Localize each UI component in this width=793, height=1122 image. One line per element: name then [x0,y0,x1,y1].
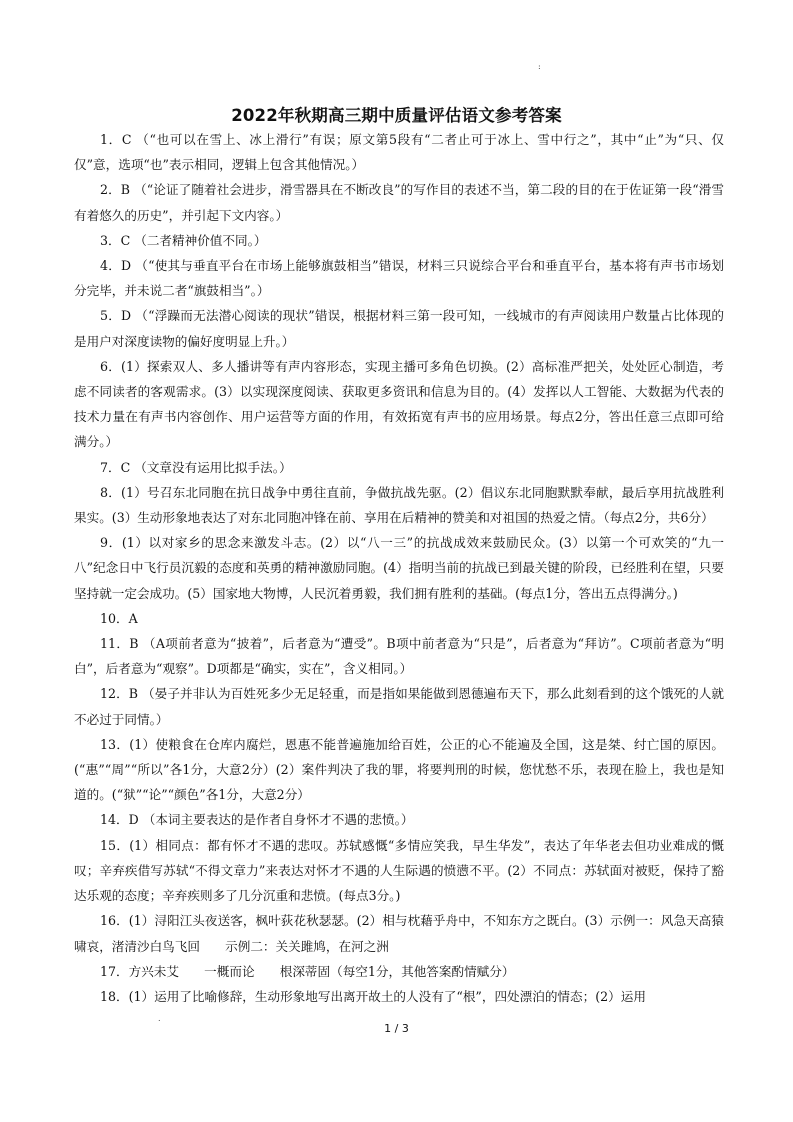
page-number: 1 / 3 [384,1022,409,1035]
answer-4: 4．D （“使其与垂直平台在市场上能够旗鼓相当”错误，材料三只说综合平台和垂直平台，基本将有声书市场划分完毕，并未说二者“旗鼓相当”。） [74,258,724,299]
answer-18: 18．(1）运用了比喻修辞，生动形象地写出离开故土的人没有了“根”，四处漂泊的情态；(2）运用 [100,988,646,1004]
answer-10: 10．A [100,610,138,626]
answer-5: 5．D （“浮躁而无法潜心阅读的现状”错误，根据材料三第一段可知，一线城市的有声阅读用户数量占比体现的是用户对深度读物的偏好度明显上升。） [74,308,724,349]
page-title: 2022年秋期高三期中质量评估语文参考答案 [231,106,562,125]
answer-2: 2．B （“论证了随着社会进步，滑雪器具在不断改良”的写作目的表述不当，第二段的目的在于佐证第一段“滑雪有着悠久的历史”，并引起下文内容。） [74,182,724,223]
answer-15: 15．(1）相同点：都有怀才不遇的悲叹。苏轼感慨“多情应笑我，早生华发”，表达了年华老去但功业难成的慨叹；辛弃疾借写苏轼“不得文章力”来表达对怀才不遇的人生际遇的愤懑不平。(2）不同点：苏轼面对被贬，保持了豁达乐观的态度；辛弃疾则多了几分沉重和悲愤。(每点3分。) [74,837,724,904]
answer-11: 11．B （A项前者意为“披着”，后者意为“遭受”。B项中前者意为“只是”，后者意为“拜访”。C项前者意为“明白”，后者意为“观察”。D项都是“确实，实在”，含义相同。） [74,636,724,677]
answer-13: 13．(1）使粮食在仓库内腐烂，恩惠不能普遍施加给百姓，公正的心不能遍及全国，这是桀、纣亡国的原因。(“惠”“周”“所以”各1分，大意2分）(2）案件判决了我的罪，将要判刑的时候，您忧愁不乐，表现在脸上，我也是知道的。(“狱”“论”“颜色”各1分，大意2分） [74,736,724,803]
answer-1: 1．C （“也可以在雪上、冰上滑行”有误；原文第5段有“二者止可于冰上、雪中行之”，其中“止”为“只、仅仅”意，选项“也”表示相同，逻辑上包含其他情况。） [74,132,724,173]
answer-12: 12．B （晏子并非认为百姓死多少无足轻重，而是指如果能做到恩德遍布天下，那么此刻看到的这个饿死的人就不必过于同情。） [74,686,724,727]
answer-9: 9．(1）以对家乡的思念来激发斗志。(2）以“八一三”的抗战成效来鼓励民众。(3）以第一个可欢笑的“九一八”纪念日中飞行员沉毅的态度和英勇的精神激励同胞。(4）指明当前的抗战已到最关键的阶段，已经胜利在望，只要坚持就一定会成功。(5）国家地大物博，人民沉着勇毅，我们拥有胜利的基础。(每点1分，答出五点得满分。) [74,535,724,601]
top-mark: : [538,62,541,71]
answer-7: 7．C （文章没有运用比拟手法。） [100,459,292,475]
answer-16: 16．(1）浔阳江头夜送客，枫叶荻花秋瑟瑟。(2）相与枕藉乎舟中，不知东方之既白。(3）示例一：风急天高猿啸哀，渚清沙白鸟飞回 示例二：关关雎鸠，在河之洲 [74,913,724,954]
answer-8: 8．(1）号召东北同胞在抗日战争中勇往直前，争做抗战先驱。(2）倡议东北同胞默默奉献，最后享用抗战胜利果实。(3）生动形象地表达了对东北同胞冲锋在前、享用在后精神的赞美和对祖国的热爱之情。（每点2分，共6分） [74,484,724,526]
bottom-mark: . [158,1014,161,1023]
answer-6: 6．(1）探索双人、多人播讲等有声内容形态，实现主播可多角色切换。(2）高标准严把关，处处匠心制造，考虑不同读者的客观需求。(3）以实现深度阅读、获取更多资讯和信息为目的。(4）发挥以人工智能、大数据为代表的技术力量在有声书内容创作、用户运营等方面的作用，有效拓宽有声书的应用场景。每点2分，答出任意三点即可给满分。） [74,358,724,450]
answer-3: 3．C （二者精神价值不同。） [100,232,267,248]
answer-14: 14．D （本词主要表达的是作者自身怀才不遇的悲愤。） [100,812,414,828]
answer-17: 17．方兴未艾 一概而论 根深蒂固（每空1分，其他答案酌情赋分） [100,963,515,979]
answer-list [74,127,724,1009]
